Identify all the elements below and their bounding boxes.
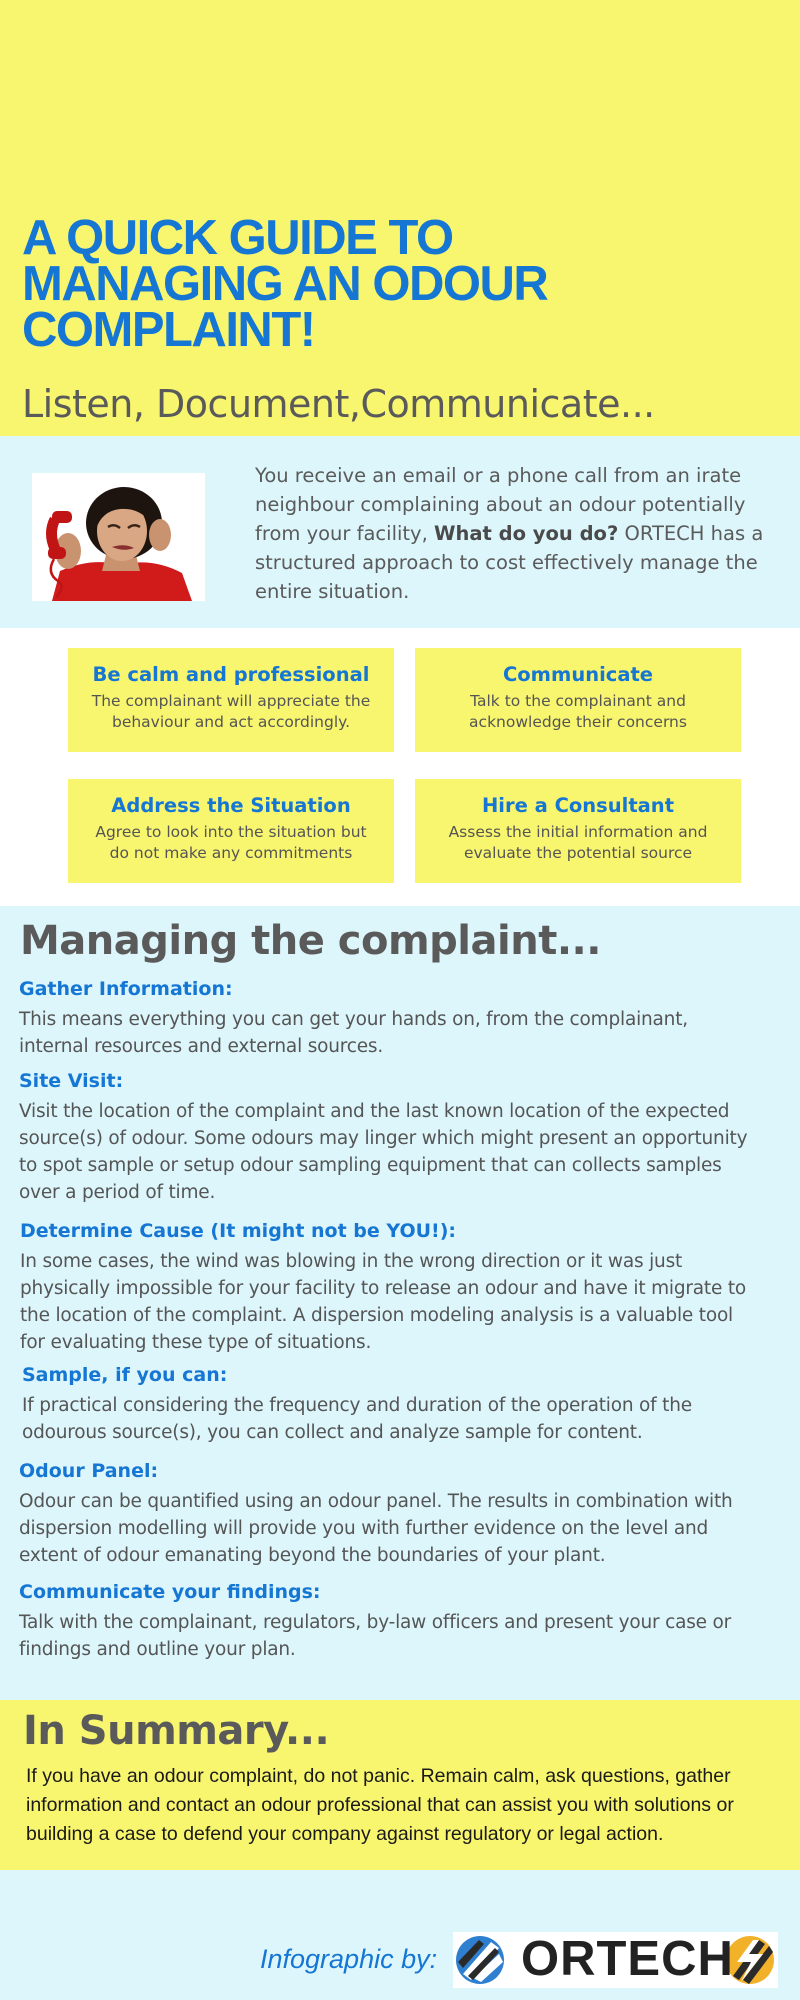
- tip-title: Address the Situation: [111, 794, 351, 817]
- footer: [0, 1870, 800, 2000]
- tip-card-address: [68, 779, 394, 883]
- woman-on-phone-photo: [32, 473, 205, 601]
- tip-title: Be calm and professional: [92, 663, 370, 686]
- header-banner: [0, 0, 800, 436]
- step-title: Odour Panel:: [19, 1460, 159, 1482]
- intro-paragraph: [255, 461, 765, 606]
- step-body: In some cases, the wind was blowing in the wrong direction or it was just physically impossible for your facility to release an odour and have it migrate to the location of the complaint. A dispersion modeling analysis is a valuable tool for evaluating these type of situations.: [20, 1251, 747, 1353]
- step-sample: [22, 1362, 762, 1446]
- intro-text-lead: You receive an email or a phone call from an irate neighbour complaining about an odour potentially from your facility,: [255, 464, 746, 545]
- infographic-credit: Infographic by:: [260, 1944, 438, 1974]
- step-body: Talk with the complainant, regulators, by-law officers and present your case or findings and outline your plan.: [19, 1612, 732, 1660]
- step-communicate-findings: [19, 1579, 759, 1663]
- tips-section: [0, 628, 800, 906]
- step-title: Sample, if you can:: [22, 1364, 228, 1386]
- step-body: If practical considering the frequency and duration of the operation of the odourous source(s), you can collect and analyze sample for content.: [22, 1395, 692, 1443]
- step-odour-panel: [19, 1458, 759, 1569]
- summary-heading: In Summary...: [23, 1708, 330, 1754]
- step-title: Communicate your findings:: [19, 1581, 321, 1603]
- intro-section: [0, 436, 800, 628]
- summary-paragraph: If you have an odour complaint, do not panic. Remain calm, ask questions, gather information and contact an odour professional that can assist you with solutions or building a case to defend your company against regulatory or legal action.: [26, 1765, 734, 1845]
- page-title: [22, 211, 762, 357]
- step-title: Gather Information:: [19, 978, 233, 1000]
- intro-question: What do you do?: [434, 522, 619, 545]
- managing-heading: Managing the complaint...: [20, 918, 601, 964]
- step-gather-information: [19, 976, 759, 1060]
- step-title: Site Visit:: [19, 1070, 124, 1092]
- step-body: Odour can be quantified using an odour panel. The results in combination with dispersion modelling will provide you with further evidence on the level and extent of odour emanating beyond the boundaries of your plant.: [19, 1491, 733, 1566]
- step-title: Determine Cause (It might not be YOU!):: [20, 1220, 457, 1242]
- title-line-1: A QUICK GUIDE TO: [22, 211, 453, 265]
- tip-title: Hire a Consultant: [481, 794, 675, 817]
- tip-body: Agree to look into the situation but do not make any commitments: [95, 823, 367, 862]
- tip-title: Communicate: [502, 663, 654, 686]
- title-line-3: COMPLAINT!: [22, 303, 315, 357]
- step-body: This means everything you can get your hands on, from the complainant, internal resources and external sources.: [19, 1009, 688, 1057]
- step-site-visit: [19, 1068, 759, 1206]
- tagline: Listen, Document,Communicate...: [22, 382, 655, 426]
- title-line-2: MANAGING AN ODOUR: [22, 257, 548, 311]
- step-body: Visit the location of the complaint and the last known location of the expected source(s) of odour. Some odours may linger which might present an opportunity to spot sample or setup odour sampling equipment that can collects samples over a period of time.: [19, 1101, 748, 1203]
- intro-text-rest: ORTECH has a structured approach to cost effectively manage the entire situation.: [255, 522, 764, 603]
- ortech-wordmark: ORTECH: [521, 1932, 734, 1986]
- step-determine-cause: [20, 1218, 760, 1356]
- ortech-logo: [453, 1932, 778, 1988]
- tip-body: The complainant will appreciate the behaviour and act accordingly.: [91, 692, 371, 731]
- tip-body: Talk to the complainant and acknowledge their concerns: [469, 692, 687, 731]
- tip-body: Assess the initial information and evaluate the potential source: [448, 823, 708, 862]
- managing-section: [0, 906, 800, 1700]
- tip-card-consultant: [415, 779, 741, 883]
- summary-section: [0, 1700, 800, 1870]
- tip-card-communicate: [415, 648, 741, 752]
- tip-card-calm: [68, 648, 394, 752]
